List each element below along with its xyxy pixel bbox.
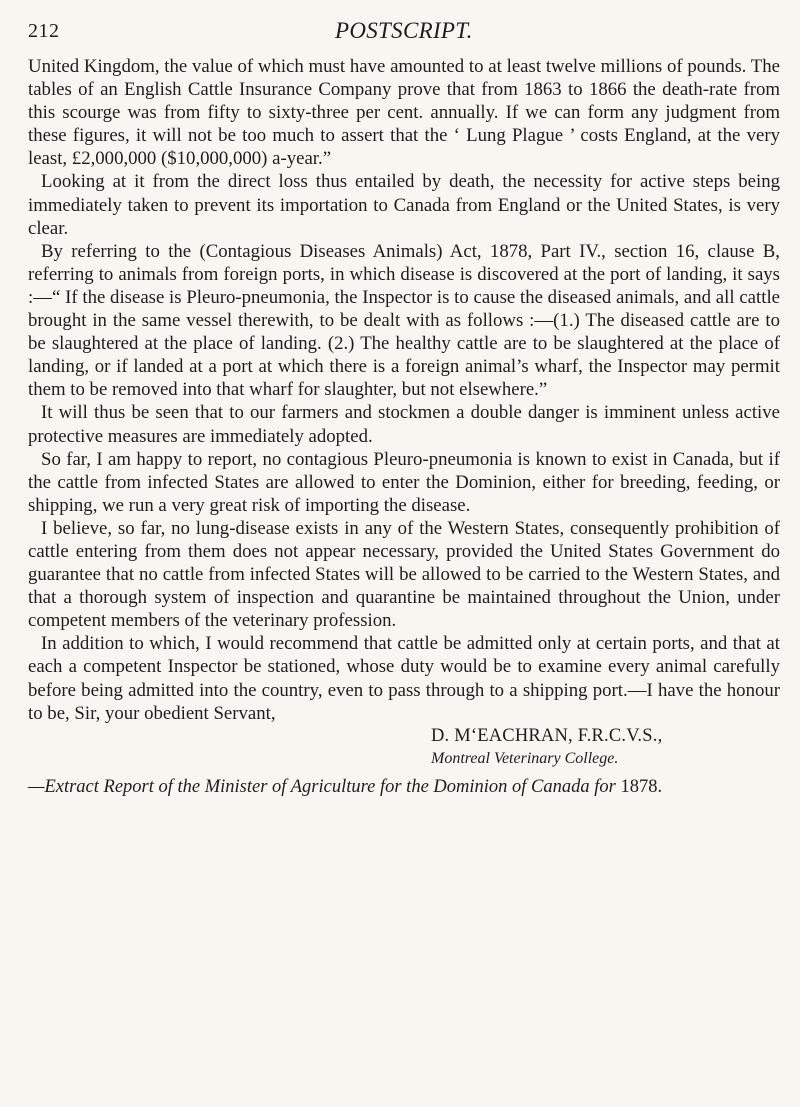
source-text: —Extract Report of the Minister of Agriculture for the Dominion of Canada for	[28, 776, 616, 797]
paragraph-loss-by-death: Looking at it from the direct loss thus entailed by death, the necessity for active steps being immediately taken to prevent its importation to Canada from England or the United States, is very clear.	[28, 171, 780, 239]
signature-block	[28, 725, 780, 770]
signature-college: Montreal Veterinary College.	[431, 749, 619, 767]
paragraph-contagious-diseases-act: By referring to the (Contagious Diseases Animals) Act, 1878, Part IV., section 16, clause B, referring to animals from foreign ports, in which disease is discovered at the port of landing, it says :—“ If the disease is Pleuro-pneumonia, the Inspector is to cause the diseased animals, and all cattle brought in the same vessel therewith, to be dealt with as follows :—(1.) The diseased cattle are to be slaughtered at the place of landing. (2.) The healthy cattle are to be slaughtered at the place of landing, or if landed at a port at which there is a foreign animal’s wharf, the Inspector may permit them to be removed into that wharf for slaughter, but not elsewhere.”	[28, 240, 780, 401]
page-number: 212	[28, 20, 60, 42]
page-header	[28, 18, 758, 50]
paragraph-continuation: United Kingdom, the value of which must have amounted to at least twelve millions of pounds. The tables of an English Cattle Insurance Company prove that from 1863 to 1866 the death-rate from this scourge was from fifty to sixty-three per cent. annually. If we can form any judgment from these figures, it will not be too much to assert that the ‘ Lung Plague ’ costs England, at the very least, £2,000,000 ($10,000,000) a-year.”	[28, 56, 780, 170]
source-year: 1878.	[620, 776, 663, 797]
paragraph-double-danger: It will thus be seen that to our farmers and stockmen a double danger is imminent unless active protective measures are immediately adopted.	[28, 402, 780, 447]
paragraph-recommendation: In addition to which, I would recommend that cattle be admitted only at certain ports, and that at each a competent Inspector be stationed, whose duty would be to examine every animal carefully before being admitted into the country, even to pass through to a shipping port.—I have the honour to be, Sir, your obedient Servant,	[28, 633, 780, 724]
paragraph-canada-report: So far, I am happy to report, no contagious Pleuro-pneumonia is known to exist in Canada, but if the cattle from infected States are allowed to enter the Dominion, either for breeding, feeding, or shipping, we run a very great risk of importing the disease.	[28, 448, 780, 516]
body-text	[28, 55, 780, 799]
running-head: POSTSCRIPT.	[335, 18, 473, 43]
signature-name: D. M‘EACHRAN, F.R.C.V.S.,	[431, 725, 663, 746]
paragraph-western-states: I believe, so far, no lung-disease exists in any of the Western States, consequently prohibition of cattle entering from them does not appear necessary, provided the United States Government do guarantee that no cattle from infected States will be allowed to be carried to the Western States, and that a thorough system of inspection and quarantine be maintained throughout the Union, under competent members of the veterinary profession.	[28, 517, 780, 632]
source-citation	[28, 776, 780, 799]
